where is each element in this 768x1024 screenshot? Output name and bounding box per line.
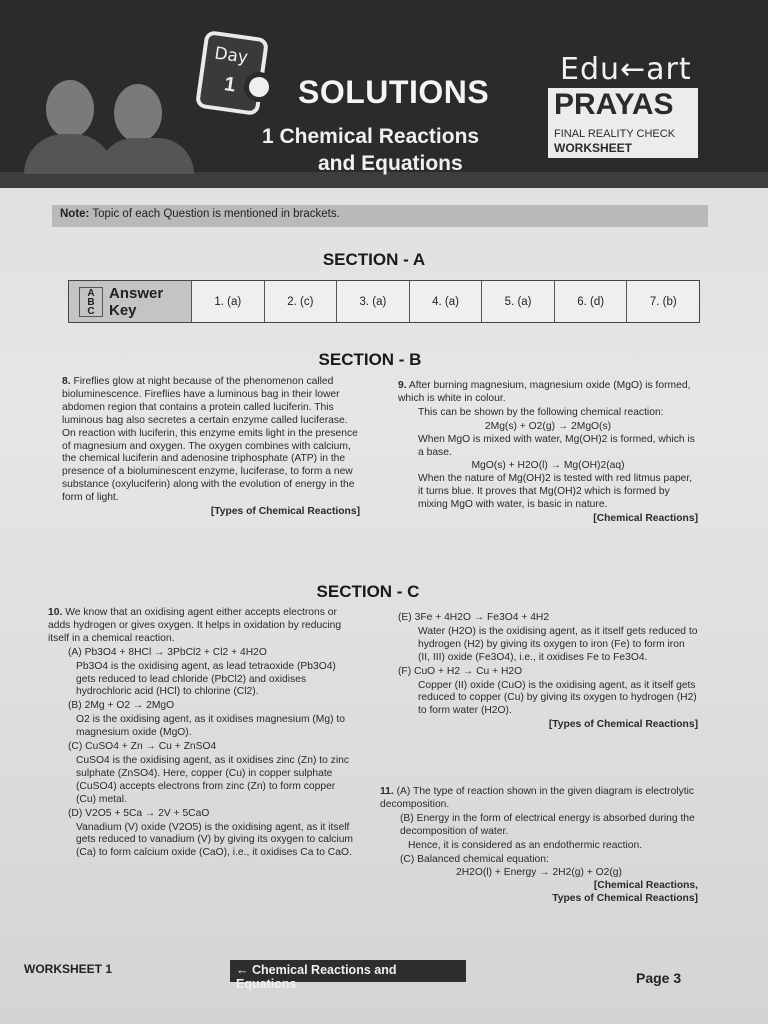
q9-number: 9. <box>398 380 407 391</box>
q11-topic-tag-1: [Chemical Reactions, <box>593 880 698 892</box>
avatar-right-body <box>98 138 194 174</box>
q11-topic-tag-2: Types of Chemical Reactions] <box>552 893 698 905</box>
q10-e-text: Water (H2O) is the oxidising agent, as it itself gets reduced to hydrogen (H2) by giving its oxygen to iron (Fe) to form iron (II, III) oxide (Fe3O4), i.e., it oxidises Fe to Fe3O4. <box>418 625 698 663</box>
q10-left-block <box>48 607 358 861</box>
q9-equation1: 2Mg(s) + O2(g) → 2MgO(s) <box>484 420 612 432</box>
answer-cell: 2. (c) <box>264 281 337 322</box>
page-number: Page 3 <box>636 970 682 986</box>
brand-logo: Edu←art <box>560 52 692 87</box>
chapter-title-line1: 1 Chemical Reactions <box>262 125 480 148</box>
q10-intro: We know that an oxidising agent either accepts electrons or adds hydrogen or gives oxygen. It helps in oxidation by reducing itself in a chemical reaction. <box>48 607 342 644</box>
section-b-title: SECTION - B <box>318 350 422 369</box>
q10-right-block <box>398 612 698 732</box>
section-a-title: SECTION - A <box>322 250 426 269</box>
q10-intro-wrap <box>48 607 358 646</box>
q8-text: Fireflies glow at night because of the phenomenon called bioluminescence. Fireflies have a luminous bag in their lower abdomen region that contains a protein called luciferin. This luminous bag also secretes a certain enzyme called luciferase. On reaction with luciferin, this enzyme emits light in the presence of magnesium and oxygen. The oxygen combines with calcium, the chemical luciferin and adenosine triphosphate (ATP) in the presence of a bioluminescent enzyme, luciferase, to form a new substance (oxyluciferin) along with the evolution of energy in the form of light. <box>62 376 358 504</box>
day-number: 1 <box>222 73 237 97</box>
q11-number: 11. <box>380 786 394 797</box>
avatar-left <box>46 80 94 138</box>
footer-chapter-banner <box>230 960 466 991</box>
q11-b2: Hence, it is considered as an endothermic reaction. <box>408 839 643 851</box>
q8-number: 8. <box>62 376 71 387</box>
abc-key-icon: A B C <box>79 287 103 317</box>
answer-cell: 6. (d) <box>554 281 627 322</box>
q9-para2: This can be shown by the following chemical reaction: <box>418 406 664 418</box>
section-c-title: SECTION - C <box>316 582 420 601</box>
prayas-badge <box>548 88 698 158</box>
chapter-title-line2: and Equations <box>318 152 463 175</box>
day-badge-circle <box>244 72 274 102</box>
q11-a-wrap <box>380 786 698 812</box>
footer-cart-icon: ← <box>236 963 252 977</box>
answer-cell: 4. (a) <box>409 281 482 322</box>
answer-cell: 5. (a) <box>481 281 554 322</box>
answer-cell: 1. (a) <box>191 281 264 322</box>
day-label: Day <box>213 43 250 68</box>
product-name: PRAYAS <box>554 88 674 121</box>
q9-topic-tag: [Chemical Reactions] <box>593 513 698 525</box>
answer-cell: 3. (a) <box>336 281 409 322</box>
q10-topic-tag: [Types of Chemical Reactions] <box>548 719 698 731</box>
note-text: Topic of each Question is mentioned in brackets. <box>89 208 340 220</box>
page-title: SOLUTIONS <box>298 74 490 110</box>
q10-c-text: CuSO4 is the oxidising agent, as it oxidises zinc (Zn) to zinc sulphate (ZnSO4). Here, copper (Cu) in copper sulphate (CuSO4) accepts electrons from zinc (Zn) to form copper (Cu) metal. <box>76 754 349 805</box>
note-bar <box>52 205 708 227</box>
q9-equation2: MgO(s) + H2O(l) → Mg(OH)2(aq) <box>471 460 625 472</box>
q9-para3: When MgO is mixed with water, Mg(OH)2 is formed, which is a base. <box>418 433 695 458</box>
q10-f-text: Copper (II) oxide (CuO) is the oxidising agent, as it itself gets reduced to copper (Cu) by giving its oxygen to hydrogen (H2) to form water (H2O). <box>418 679 697 717</box>
answer-key-header <box>69 281 191 322</box>
avatar-right <box>114 84 162 142</box>
q10-a-equation: (A) Pb3O4 + 8HCl → 3PbCl2 + Cl2 + 4H2O <box>68 646 267 658</box>
q11-c: (C) Balanced chemical equation: <box>400 853 549 865</box>
q10-b-text: O2 is the oxidising agent, as it oxidises magnesium (Mg) to magnesium oxide (MgO). <box>76 714 345 739</box>
answer-key-label-1: Answer <box>109 284 164 302</box>
q8-topic-tag: [Types of Chemical Reactions] <box>210 506 360 518</box>
q10-a-text: Pb3O4 is the oxidising agent, as lead tetraoxide (Pb3O4) gets reduced to lead chloride (PbCl2) and oxidises hydrochloric acid (HCl) to chlorine (Cl2). <box>76 660 336 698</box>
q10-d-equation: (D) V2O5 + 5Ca → 2V + 5CaO <box>68 807 210 819</box>
q11-equation: 2H2O(l) + Energy → 2H2(g) + O2(g) <box>456 867 622 879</box>
q10-number: 10. <box>48 607 63 618</box>
q9-para4: When the nature of Mg(OH)2 is tested with red litmus paper, it turns blue. It proves that Mg(OH)2 which is formed by mixing MgO with water, is basic in nature. <box>418 473 693 511</box>
q8-block <box>62 376 360 519</box>
q10-c-equation: (C) CuSO4 + Zn → Cu + ZnSO4 <box>68 741 217 753</box>
footer-chapter-title: Chemical Reactions and Equations <box>236 963 397 991</box>
header-banner <box>0 0 768 188</box>
footer-worksheet-label: WORKSHEET 1 <box>24 962 113 976</box>
q11-a: (A) The type of reaction shown in the given diagram is electrolytic decomposition. <box>380 786 695 810</box>
q10-e-equation: (E) 3Fe + 4H2O → Fe3O4 + 4H2 <box>398 612 550 623</box>
q11-block <box>380 786 698 906</box>
answer-key-label-2: Key <box>109 301 137 319</box>
q10-f-equation: (F) CuO + H2 → Cu + H2O <box>398 665 523 677</box>
q9-block <box>398 380 698 526</box>
answer-key-table <box>68 280 700 323</box>
product-type: WORKSHEET <box>554 141 632 155</box>
q10-d-text: Vanadium (V) oxide (V2O5) is the oxidising agent, as it itself gets reduced to vanadium (V) by giving its oxygen to calcium (Ca) to form calcium oxide (CaO), i.e., it oxidises Ca to CaO. <box>76 821 354 859</box>
q10-b-equation: (B) 2Mg + O2 → 2MgO <box>68 700 175 712</box>
note-label: Note: <box>60 208 90 220</box>
product-subtitle: FINAL REALITY CHECK <box>554 128 676 140</box>
q9-para1: After burning magnesium, magnesium oxide (MgO) is formed, which is white in colour. <box>398 380 691 404</box>
answer-cell: 7. (b) <box>626 281 699 322</box>
q9-para1-wrap <box>398 380 698 406</box>
q11-b: (B) Energy in the form of electrical energy is absorbed during the decomposition of water. <box>400 812 695 837</box>
q8-text-para <box>62 376 360 505</box>
